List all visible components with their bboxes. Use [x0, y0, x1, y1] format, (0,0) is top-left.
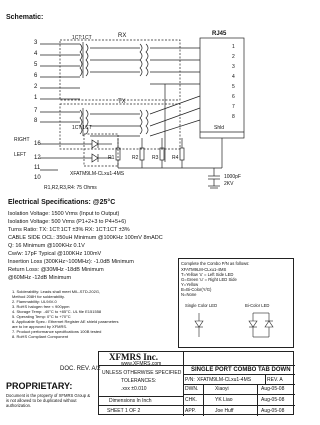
dwn-role: DWN.: [185, 386, 199, 392]
note-line: 1. Solderability: Leads shall meet MIL-STD-202G,: [12, 289, 101, 294]
spec-line: Insertion Loss (300KHz~100MHz): -1.0dB Minimum: [8, 259, 134, 265]
shield-label: Shld: [214, 125, 225, 131]
spec-line: Return Loss: @30MHz -18dB Minimum: [8, 267, 104, 273]
note-line: 8. RoHS Compliant Component: [12, 334, 69, 339]
spec-line: Cw/w: 17pF Typical @100KHz 100mV: [8, 251, 102, 257]
note-line: 7. Product performance specifications 100B tested: [12, 329, 102, 334]
resistor-r2: R2: [132, 155, 139, 161]
company-website[interactable]: www.XFMRS.com: [121, 361, 162, 367]
spec-line: Turns Ratio: TX: 1CT:1CT ±3% RX: 1CT:1CT ±3%: [8, 227, 130, 233]
schematic-title: Schematic:: [6, 14, 44, 21]
spec-line: Isolation Voltage: 500 Vrms (P1+2+3 to P4+5+6): [8, 219, 127, 225]
part-ref: XFATM9LM-CLxu1-4MS: [70, 171, 125, 177]
pin-2: 2: [34, 84, 38, 90]
product-title: SINGLE PORT COMBO TAB DOWN: [191, 367, 291, 373]
note-line: are to be approved by XFMRS.: [12, 324, 68, 329]
app-name: Joe Huff: [215, 408, 234, 414]
note-line: 2. Flammability: UL94V-0: [12, 299, 57, 304]
dwn-date: Aug-05-08: [261, 386, 285, 392]
specs-title: Electrical Specifications: @25°C: [8, 199, 116, 206]
chk-role: CHK.: [185, 397, 197, 403]
dwn-name: Xiaoyi: [215, 386, 229, 392]
led-config-title: Complete the Combo P/N as follows:: [181, 261, 250, 266]
rj-pin-4: 4: [232, 74, 235, 80]
spec-line: Q: 16 Minimum @100KHz 0.1V: [8, 243, 85, 249]
pin-4: 4: [34, 51, 38, 57]
connector-label: RJ45: [212, 31, 227, 37]
rj-pin-8: 8: [232, 114, 235, 120]
led-config-box: [178, 258, 294, 348]
sheet-number: SHEET 1 OF 2: [107, 408, 141, 414]
note-line: 6. Applicable Spec.: Ethernet Register AE shield parameters: [12, 319, 119, 324]
proprietary-text: Document is the property of XFMRS Group & is not allowed to be duplicated without authorization.: [6, 393, 91, 408]
rj-pin-2: 2: [232, 54, 235, 60]
led-config-line: T=Yellow 'x' = Left Side LED: [181, 272, 234, 277]
rj-pin-6: 6: [232, 94, 235, 100]
rj-pin-3: 3: [232, 64, 235, 70]
led-config-line: N=None: [181, 292, 197, 297]
note-line: 3. RoHS halogen free < 900ppm: [12, 304, 70, 309]
pn-label: P/N:: [185, 377, 195, 383]
doc-rev: DOC. REV. A/2: [60, 366, 101, 372]
unless-text: UNLESS OTHERWISE SPECIFIED: [102, 370, 182, 376]
chk-name: YK Liao: [215, 397, 233, 403]
single-color-led-label: Single Color LED: [185, 303, 218, 308]
ratio-bottom: 1CT:1CT: [72, 125, 92, 131]
rj-pin-5: 5: [232, 84, 235, 90]
pin-11: 11: [34, 165, 41, 171]
resistor-r4: R4: [172, 155, 179, 161]
title-block: [98, 351, 294, 415]
rx-label: RX: [118, 33, 127, 39]
app-date: Aug-05-08: [261, 408, 285, 414]
pin-6: 6: [34, 73, 38, 79]
bi-color-led-label: Bi-Color LED: [245, 303, 270, 308]
led-left-label: LEFT: [14, 152, 27, 158]
tolerances-label: TOLERANCES:: [121, 378, 157, 384]
proprietary-title: PROPRIETARY:: [6, 381, 73, 391]
pin-1: 1: [34, 95, 38, 101]
pin-8: 8: [34, 118, 38, 124]
spec-line: @60MHz -12dB Minimum: [8, 275, 72, 281]
note-line: 5. Operating Temp: 0°C to +70°C: [12, 314, 71, 319]
led-diagrams: [179, 309, 295, 349]
resistor-r1: R1: [108, 155, 115, 161]
led-config-line: XFATM9LM-CLxu1-4MS: [181, 267, 227, 272]
dimensions-note: Dimensions In Inch: [109, 398, 152, 404]
tx-label: TX: [118, 99, 126, 105]
pin-10: 10: [34, 175, 41, 181]
chk-date: Aug-05-08: [261, 397, 285, 403]
pin-7: 7: [34, 108, 38, 114]
pn-value: XFATM9LM-CLxu1-4MS: [197, 377, 252, 383]
tolerance-value: .xxx ±0.010: [121, 386, 147, 392]
resistor-r3: R3: [152, 155, 159, 161]
pin-5: 5: [34, 62, 38, 68]
pin-3: 3: [34, 40, 38, 46]
rj-pin-7: 7: [232, 104, 235, 110]
pin-12: 12: [34, 155, 41, 161]
led-right-label: RIGHT: [14, 137, 30, 143]
schematic-diagram: [0, 22, 300, 202]
rj-pin-1: 1: [232, 44, 235, 50]
rev-label: REV. A: [267, 377, 283, 383]
led-config-line: B=Bi-Color(Y/G): [181, 287, 212, 292]
cap-voltage: 2KV: [224, 181, 234, 187]
company-name: XFMRS Inc.: [109, 352, 158, 362]
cap-value: 1000pF: [224, 174, 241, 180]
led-config-line: G=Green 'u' = Right LED Side: [181, 277, 237, 282]
app-role: APP.: [185, 408, 196, 414]
resistor-note: R1,R2,R3,R4: 75 Ohms: [44, 185, 97, 191]
pin-16: 16: [34, 141, 41, 147]
spec-line: CABLE SIDE OCL: 350uH Minimum @100KHz 100mV 8mADC: [8, 235, 163, 241]
led-config-line: Y=Yellow: [181, 282, 199, 287]
spec-line: Isolation Voltage: 1500 Vrms (Input to Output): [8, 211, 120, 217]
note-line: Method 208H for solderability.: [12, 294, 65, 299]
note-line: 4. Storage Temp: -40°C to +85°C. UL file E151558: [12, 309, 102, 314]
ratio-top: 1CT:1CT: [72, 35, 92, 41]
